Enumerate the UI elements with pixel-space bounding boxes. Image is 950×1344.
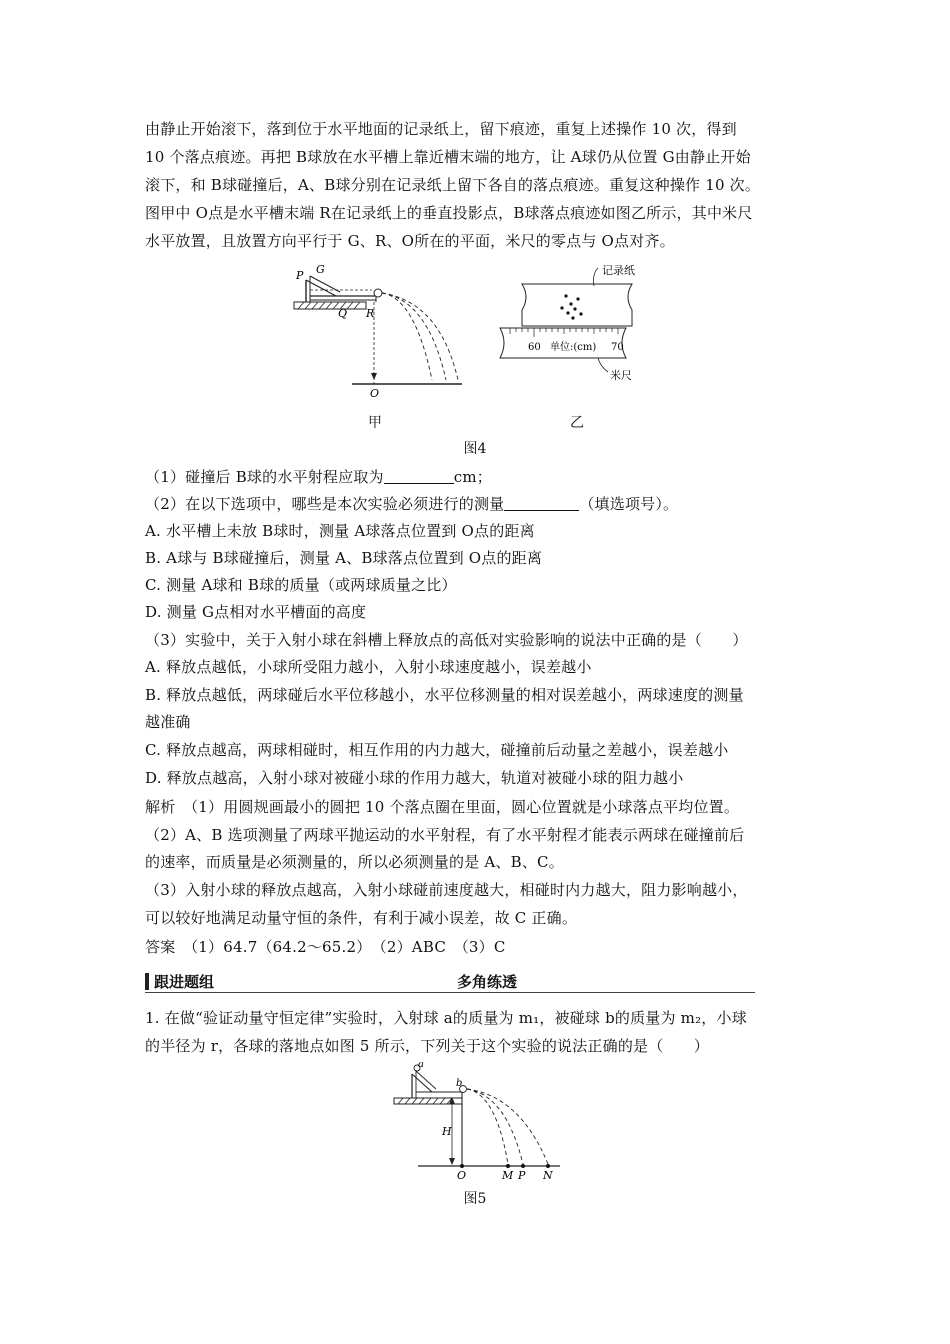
intro-line: 10 个落点痕迹。再把 B球放在水平槽上靠近槽末端的地方，让 A球仍从位置 G由静止开始 (145, 148, 751, 166)
section-marker (145, 973, 149, 990)
section-title: 跟进题组 (154, 973, 215, 991)
q2-option-d: D. 测量 G点相对水平槽面的高度 (145, 603, 367, 621)
label-O: O (457, 1169, 467, 1182)
label-M: M (502, 1169, 514, 1182)
figure4-record-paper-diagram (490, 262, 645, 387)
figure4-sub-yi: 乙 (570, 415, 584, 431)
ruler-70: 70 (611, 342, 624, 353)
label-O: O (370, 387, 380, 400)
analysis-line: 的速率，而质量是必须测量的，所以必须测量的是 A、B、C。 (145, 853, 564, 871)
q2-option-c: C. 测量 A球和 B球的质量（或两球质量之比） (145, 576, 457, 594)
question-2 (145, 493, 810, 515)
section-header (145, 970, 755, 994)
figure5-caption: 图5 (463, 1191, 487, 1207)
intro-line: 水平放置，且放置方向平行于 G、R、O所在的平面，米尺的零点与 O点对齐。 (145, 232, 675, 250)
figure5-apparatus-diagram (388, 1062, 568, 1187)
intro-line: 由静止开始滚下，落到位于水平地面的记录纸上，留下痕迹，重复上述操作 10 次，得到 (145, 120, 737, 138)
q3-option-b-cont: 越准确 (145, 713, 191, 731)
q3-option-d: D. 释放点越高，入射小球对被碰小球的作用力越大，轨道对被碰小球的阻力越小 (145, 769, 684, 787)
q3-option-c: C. 释放点越高，两球相碰时，相互作用的内力越大，碰撞前后动量之差越小，误差越小 (145, 741, 729, 759)
analysis-line: 可以较好地满足动量守恒的条件，有利于减小误差，故 C 正确。 (145, 909, 578, 927)
q3-option-b: B. 释放点越低，两球碰后水平位移越小，水平位移测量的相对误差越小，两球速度的测量 (145, 686, 744, 704)
label-R: R (366, 307, 375, 320)
figure4-apparatus-diagram (290, 262, 470, 407)
q3-option-a: A. 释放点越低，小球所受阻力越小，入射小球速度越小，误差越小 (145, 658, 592, 676)
question-1-unit: cm； (453, 468, 492, 486)
figure4-sub-jia: 甲 (368, 415, 382, 431)
figure4-caption: 图4 (463, 441, 487, 457)
label-G: G (316, 263, 325, 276)
question-3: （3）实验中，关于入射小球在斜槽上释放点的高低对实验影响的说法中正确的是（ ） (145, 631, 748, 649)
label-P: P (296, 269, 304, 282)
analysis-line: 解析 （1）用圆规画最小的圆把 10 个落点圈在里面，圆心位置就是小球落点平均位置。 (145, 798, 740, 816)
label-ruler: 米尺 (610, 369, 632, 382)
problem-1-line: 的半径为 r，各球的落地点如图 5 所示，下列关于这个实验的说法正确的是（ ） (145, 1037, 710, 1055)
label-b: b (456, 1078, 463, 1089)
intro-line: 滚下，和 B球碰撞后，A、B球分别在记录纸上留下各自的落点痕迹。重复这种操作 10 次。 (145, 176, 761, 194)
section-subtitle: 多角练透 (457, 973, 518, 991)
label-P: P (518, 1169, 526, 1182)
question-1-blank (384, 469, 454, 484)
question-2-tail: （填选项号）。 (579, 495, 679, 513)
q2-option-b: B. A球与 B球碰撞后，测量 A、B球落点位置到 O点的距离 (145, 549, 543, 567)
analysis-line: （3）入射小球的释放点越高，入射小球碰前速度越大，相碰时内力越大，阻力影响越小， (145, 881, 748, 899)
section-rule (145, 992, 755, 993)
question-2-text: （2）在以下选项中，哪些是本次实验必须进行的测量 (145, 495, 505, 513)
answer-line: 答案 （1）64.7（64.2～65.2） （2）ABC （3）C (145, 938, 506, 956)
label-Q: Q (338, 307, 348, 320)
label-H: H (442, 1125, 452, 1138)
label-record-paper: 记录纸 (602, 264, 635, 277)
label-a: a (418, 1062, 424, 1070)
intro-line: 图甲中 O点是水平槽末端 R在记录纸上的垂直投影点，B球落点痕迹如图乙所示，其中米尺 (145, 204, 753, 222)
ruler-unit: 单位:(cm) (550, 342, 597, 353)
problem-1-line: 1. 在做“验证动量守恒定律”实验时，入射球 a的质量为 m₁，被碰球 b的质量为 m₂，小球 (145, 1009, 747, 1027)
label-N: N (543, 1169, 553, 1182)
q2-option-a: A. 水平槽上未放 B球时，测量 A球落点位置到 O点的距离 (145, 522, 535, 540)
analysis-line: （2）A、B 选项测量了两球平抛运动的水平射程，有了水平射程才能表示两球在碰撞前后 (145, 826, 745, 844)
ruler-60: 60 (528, 342, 541, 353)
question-1-text: （1）碰撞后 B球的水平射程应取为 (145, 468, 384, 486)
question-1 (145, 466, 810, 488)
question-2-blank (504, 496, 579, 511)
